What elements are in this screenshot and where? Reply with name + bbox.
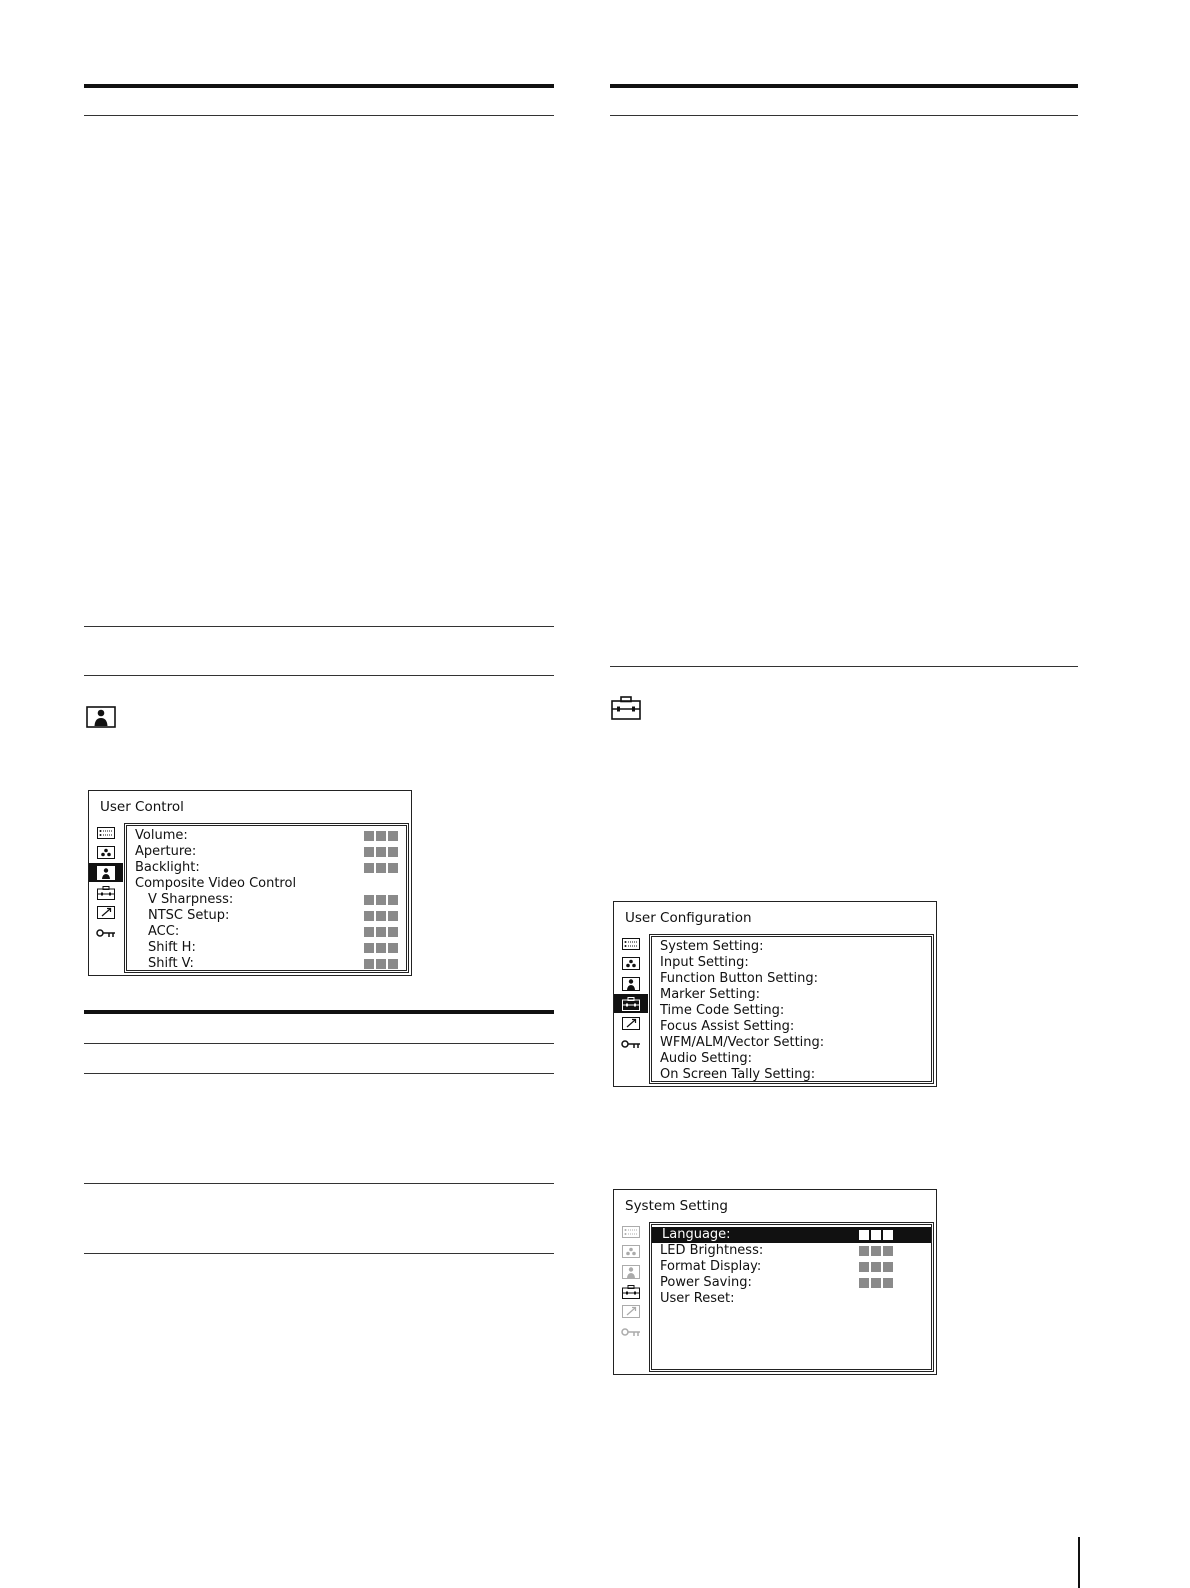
value-indicator: [364, 847, 398, 857]
user-configuration-menu: [613, 901, 937, 1087]
menu-row-acc[interactable]: [135, 924, 398, 940]
value-indicator: [364, 943, 398, 953]
section-rule: [84, 1010, 554, 1014]
menu-row-label: NTSC Setup:: [148, 908, 230, 923]
menu-row-aperture[interactable]: [135, 844, 398, 860]
remote-icon: [614, 1302, 648, 1321]
menu-row-ntsc-setup[interactable]: [135, 908, 398, 924]
menu-row-label: Format Display:: [660, 1259, 762, 1274]
section-rule: [84, 1043, 554, 1044]
menu-row-label: Volume:: [135, 828, 188, 843]
status-icon[interactable]: [614, 934, 648, 953]
user-configuration-icon: [611, 696, 641, 724]
menu-row-label: Aperture:: [135, 844, 197, 859]
user-control-menu: [88, 790, 412, 976]
color-temp-icon: [614, 1242, 648, 1261]
section-rule: [84, 1073, 554, 1074]
status-icon: [614, 1222, 648, 1241]
color-temp-icon[interactable]: [89, 843, 123, 862]
section-rule-top-right: [610, 84, 1078, 88]
page-edge-marker: [1078, 1537, 1080, 1588]
section-rule: [610, 666, 1078, 667]
menu-title: System Setting: [625, 1198, 728, 1214]
user-configuration-icon[interactable]: [614, 1282, 648, 1301]
value-indicator: [859, 1230, 893, 1240]
menu-row-user-reset[interactable]: [660, 1291, 923, 1307]
key-lock-icon[interactable]: [89, 923, 123, 942]
value-indicator: [364, 927, 398, 937]
menu-row-label: On Screen Tally Setting:: [660, 1067, 816, 1082]
value-indicator: [364, 911, 398, 921]
menu-row-led-brightness[interactable]: [660, 1243, 893, 1259]
menu-row-language[interactable]: [652, 1227, 931, 1243]
user-configuration-icon[interactable]: [89, 883, 123, 902]
color-temp-icon[interactable]: [614, 954, 648, 973]
menu-row-label: Shift H:: [148, 940, 196, 955]
section-rule: [610, 115, 1078, 116]
menu-row-shift-v[interactable]: [135, 956, 398, 972]
menu-row-label: Function Button Setting:: [660, 971, 819, 986]
menu-row-label: Marker Setting:: [660, 987, 760, 1002]
system-setting-menu: [613, 1189, 937, 1375]
menu-panel: [124, 823, 409, 973]
menu-row-label: Power Saving:: [660, 1275, 752, 1290]
remote-icon[interactable]: [89, 903, 123, 922]
menu-row-label: Composite Video Control: [135, 876, 297, 891]
menu-title: User Configuration: [625, 910, 752, 926]
menu-row-on-screen-tally-setting[interactable]: [660, 1067, 923, 1083]
section-rule: [84, 626, 554, 627]
value-indicator: [364, 831, 398, 841]
section-rule-top-left: [84, 84, 554, 88]
menu-row-focus-assist-setting[interactable]: [660, 1019, 923, 1035]
value-indicator: [859, 1262, 893, 1272]
menu-row-label: Shift V:: [148, 956, 194, 971]
menu-row-label: V Sharpness:: [148, 892, 234, 907]
user-configuration-icon[interactable]: [614, 994, 648, 1013]
menu-row-backlight[interactable]: [135, 860, 398, 876]
menu-row-label: Audio Setting:: [660, 1051, 753, 1066]
menu-row-label: Input Setting:: [660, 955, 749, 970]
key-lock-icon[interactable]: [614, 1034, 648, 1053]
menu-panel: [649, 934, 934, 1084]
menu-row-system-setting[interactable]: [660, 939, 923, 955]
value-indicator: [364, 863, 398, 873]
section-rule: [84, 1253, 554, 1254]
menu-row-input-setting[interactable]: [660, 955, 923, 971]
status-icon[interactable]: [89, 823, 123, 842]
menu-row-power-saving[interactable]: [660, 1275, 893, 1291]
menu-row-label: Language:: [662, 1227, 731, 1242]
menu-row-function-button-setting[interactable]: [660, 971, 923, 987]
menu-row-time-code-setting[interactable]: [660, 1003, 923, 1019]
menu-row-audio-setting[interactable]: [660, 1051, 923, 1067]
menu-row-label: WFM/ALM/Vector Setting:: [660, 1035, 825, 1050]
menu-row-label: LED Brightness:: [660, 1243, 764, 1258]
menu-row-label: ACC:: [148, 924, 180, 939]
menu-row-v-sharpness[interactable]: [135, 892, 398, 908]
menu-row-marker-setting[interactable]: [660, 987, 923, 1003]
section-rule: [84, 115, 554, 116]
remote-icon[interactable]: [614, 1014, 648, 1033]
section-rule: [84, 1183, 554, 1184]
menu-panel: [649, 1222, 934, 1372]
menu-row-shift-h[interactable]: [135, 940, 398, 956]
menu-row-format-display[interactable]: [660, 1259, 893, 1275]
value-indicator: [859, 1246, 893, 1256]
menu-row-label: Backlight:: [135, 860, 200, 875]
menu-row-composite-video-control: [135, 876, 398, 892]
section-rule: [84, 675, 554, 676]
value-indicator: [364, 959, 398, 969]
key-lock-icon: [614, 1322, 648, 1341]
menu-row-label: User Reset:: [660, 1291, 735, 1306]
user-control-icon[interactable]: [614, 974, 648, 993]
menu-row-label: Time Code Setting:: [660, 1003, 785, 1018]
value-indicator: [364, 895, 398, 905]
user-control-icon: [614, 1262, 648, 1281]
user-control-icon: [86, 706, 116, 732]
user-control-icon[interactable]: [89, 863, 123, 882]
menu-row-wfm-alm-vector-setting[interactable]: [660, 1035, 923, 1051]
menu-title: User Control: [100, 799, 184, 815]
menu-row-label: Focus Assist Setting:: [660, 1019, 795, 1034]
menu-row-volume[interactable]: [135, 828, 398, 844]
menu-row-label: System Setting:: [660, 939, 764, 954]
value-indicator: [859, 1278, 893, 1288]
